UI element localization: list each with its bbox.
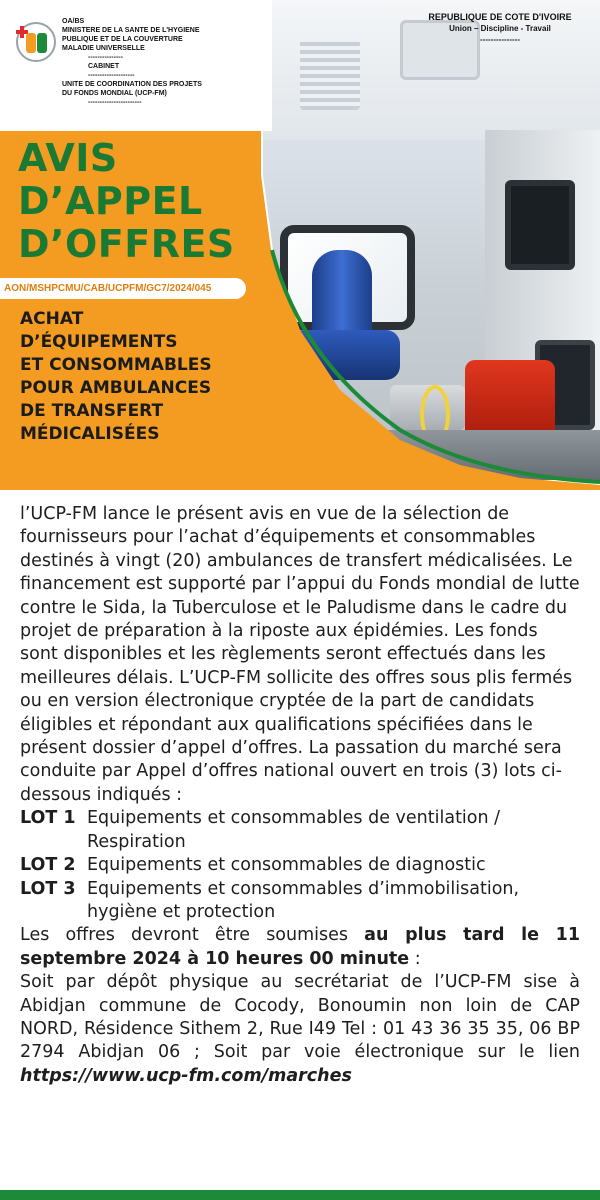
lots-list bbox=[20, 807, 580, 924]
ministry-divider: --------------- bbox=[88, 54, 123, 61]
republic-motto: Union – Discipline - Travail bbox=[449, 24, 551, 33]
intro-paragraph: l’UCP-FM lance le présent avis en vue de la sélection de fournisseurs pour l’achat d’équipements et consommables destinés à vingt (20) ambulances de transfert médicalisées. Le financement est supporté par l’appui du Fonds mondial de lutte contre le Sida, la Tuberculose et le Paludisme dans le cadre du projet de préparation à la riposte aux épidémies. Les fonds sont disponibles et les règlements seront effectués dans les meilleures délais. L’UCP-FM sollicite des offres sous plis fermés ou en version électronique cryptée de la part de candidats éligibles et répondant aux qualifications spécifiées dans le présent dossier d’appel d’offres. La passation du marché sera conduite par Appel d’offres national ouvert en trois (3) lots ci-dessous indiqués : bbox=[20, 504, 580, 805]
ministry-line: DU FONDS MONDIAL (UCP-FM) bbox=[62, 90, 167, 97]
ministry-line: MINISTERE DE LA SANTE DE L'HYGIENE bbox=[62, 27, 200, 34]
list-item bbox=[20, 807, 580, 854]
lot-description: Equipements et consommables de diagnostic bbox=[87, 855, 486, 876]
subject-heading bbox=[20, 308, 260, 446]
marches-link[interactable]: https://www.ucp-fm.com/marches bbox=[20, 1065, 352, 1086]
list-item bbox=[20, 854, 580, 877]
ministry-logo-icon bbox=[16, 22, 56, 62]
deadline-prefix: Les offres devront être soumises bbox=[20, 925, 365, 946]
title-line: AVIS bbox=[18, 136, 118, 180]
submission-text: Soit par dépôt physique au secrétariat de l’UCP-FM sise à Abidjan commune de Cocody, Bonoumin non loin de CAP NORD, Résidence Sithem 2, Rue I49 Tel : 01 43 36 35 35, 06 BP 2794 Abidjan 06 ; Soit par voie électronique sur le lien bbox=[20, 972, 580, 1063]
subject-line: D’ÉQUIPEMENTS bbox=[20, 332, 178, 352]
submission-paragraph bbox=[20, 971, 580, 1088]
reference-badge: AON/MSHPCMU/CAB/UCPFM/GC7/2024/045 bbox=[0, 278, 246, 299]
title-line: D’APPEL bbox=[18, 179, 203, 223]
deadline-date: au plus tard le 11 septembre 2024 à 10 heures 00 minute bbox=[20, 925, 580, 969]
subject-line: DE TRANSFERT bbox=[20, 401, 164, 421]
cabinet-label: CABINET bbox=[88, 63, 120, 70]
ministry-divider: ----------------------- bbox=[88, 99, 142, 106]
list-item bbox=[20, 878, 580, 925]
footer-green-bar bbox=[0, 1190, 600, 1200]
republic-block bbox=[405, 12, 595, 45]
ministry-line: PUBLIQUE ET DE LA COUVERTURE bbox=[62, 36, 183, 43]
lot-description: Equipements et consommables d’immobilisation, hygiène et protection bbox=[87, 878, 520, 922]
republic-name: REPUBLIQUE DE COTE D'IVOIRE bbox=[428, 12, 572, 22]
subject-line: POUR AMBULANCES bbox=[20, 378, 212, 398]
ministry-line: UNITE DE COORDINATION DES PROJETS bbox=[62, 81, 202, 88]
republic-divider: --------------- bbox=[480, 35, 520, 44]
deadline-suffix: : bbox=[409, 948, 421, 969]
lot-label: LOT 2 bbox=[20, 855, 76, 876]
subject-line: ET CONSOMMABLES bbox=[20, 355, 212, 375]
subject-line: ACHAT bbox=[20, 309, 84, 329]
lot-description: Equipements et consommables de ventilation / Respiration bbox=[87, 808, 501, 852]
ministry-block bbox=[62, 17, 262, 107]
ministry-line: MALADIE UNIVERSELLE bbox=[62, 45, 145, 52]
ministry-divider: -------------------- bbox=[88, 72, 135, 79]
lot-label: LOT 3 bbox=[20, 878, 76, 899]
subject-line: MÉDICALISÉES bbox=[20, 424, 160, 444]
ministry-line: OA/BS bbox=[62, 18, 85, 25]
lot-label: LOT 1 bbox=[20, 808, 76, 829]
page-title bbox=[18, 137, 258, 266]
title-line: D’OFFRES bbox=[18, 222, 235, 266]
notice-body bbox=[20, 503, 580, 1088]
hero-banner bbox=[0, 0, 600, 490]
deadline-paragraph bbox=[20, 924, 580, 971]
